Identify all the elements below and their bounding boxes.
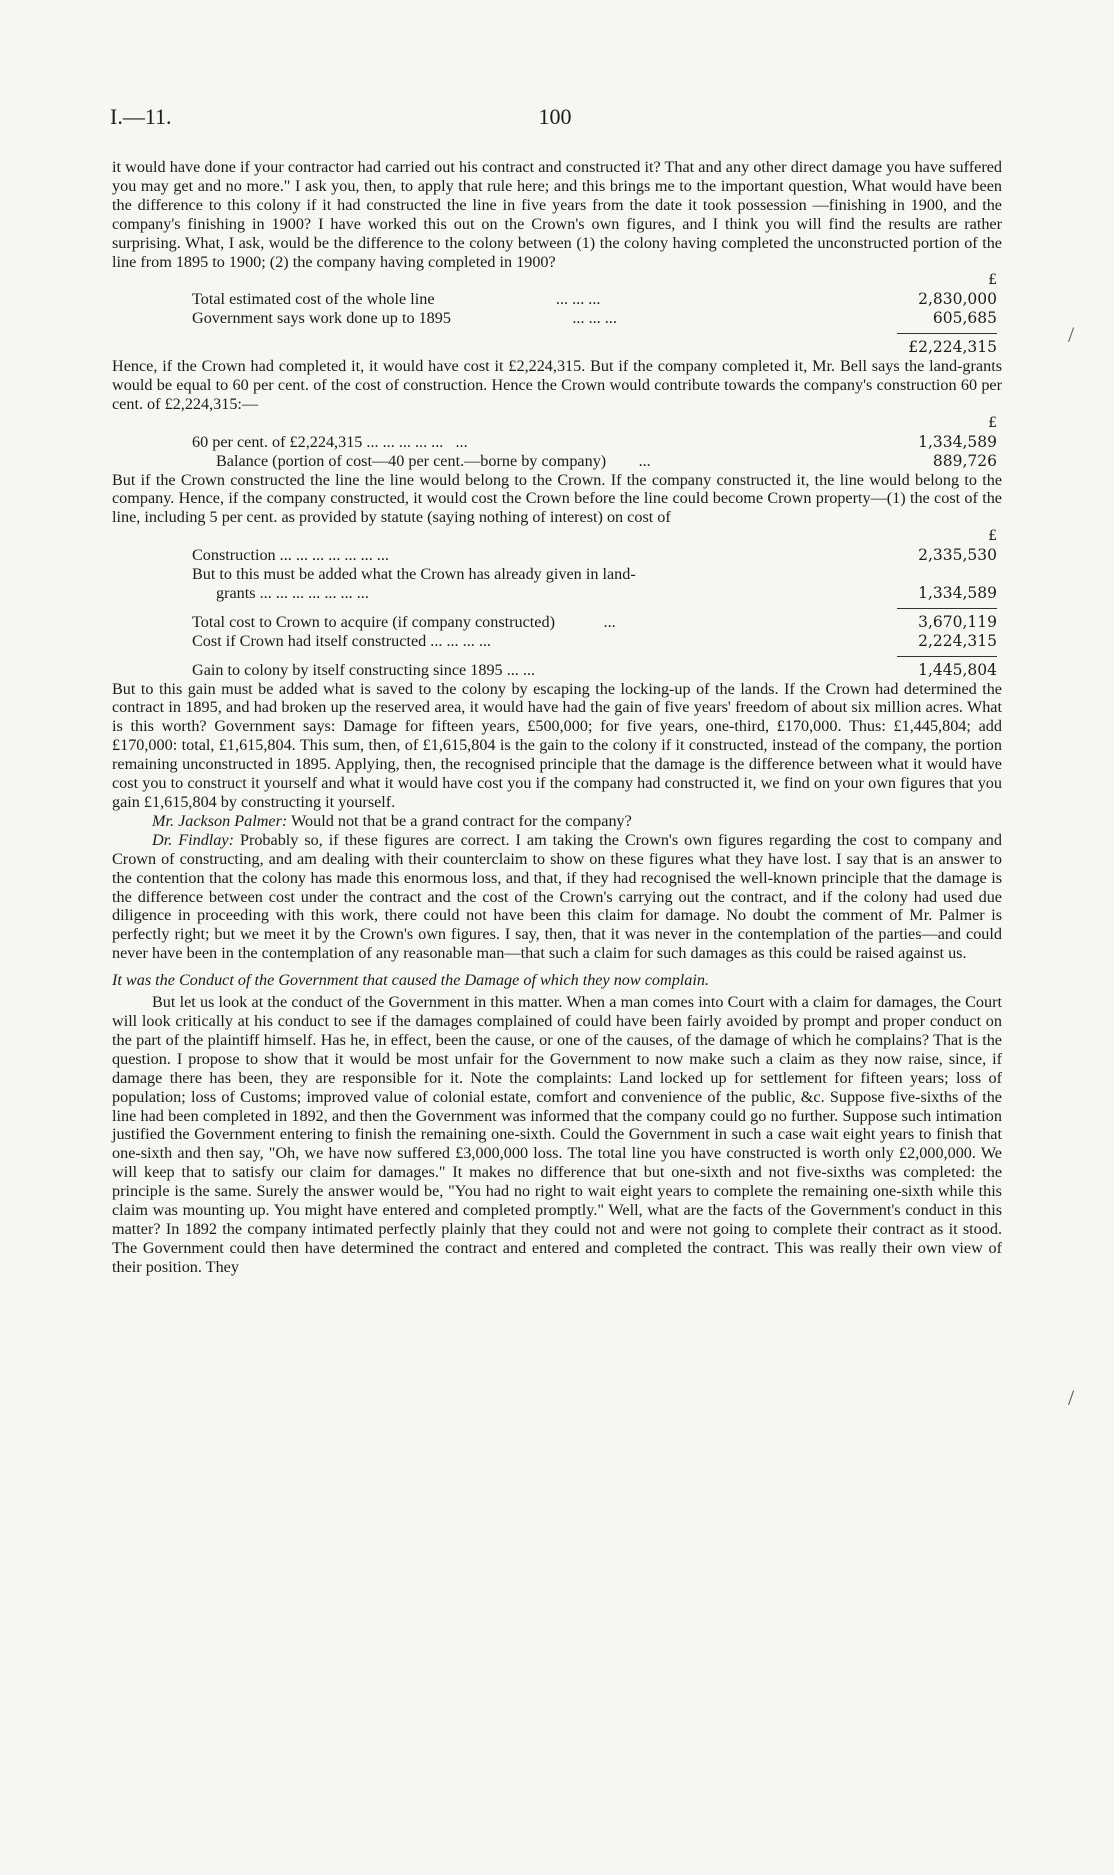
paragraph: Hence, if the Crown had completed it, it would have cost it £2,224,315. But if the company completed it, Mr. Bell says the land-grants would be equal to 60 per cent. of the cost of construction. Hence the Crown would contribute towards the company's construction 60 per cent. of £2,224,315:— [112,357,1002,413]
paragraph: But to this gain must be added what is saved to the colony by escaping the locking-up of the lands. If the Crown had determined the contract in 1895, and had broken up the reserved area, it would have had the gain of five years' freedom of about six million acres. What is this worth? Government says: Damage for fifteen years, £500,000; for five years, one-third, £170,000. Thus: £1,445,804; add £170,000: total, £1,615,804. This sum, then, of £1,615,804 is the gain to the colony if it constructed, instead of the company, the portion remaining unconstructed in 1895. Applying, then, the recognised principle that the damage is the difference between what it would have cost you to construct it yourself and what it would have cost you if the company had constructed it, we find on your own figures that you gain £1,615,804 by constructing it yourself. [112,679,1002,811]
row-amount: 2,224,315 [918,631,997,650]
cost-table-1 [192,271,997,357]
page-number: 100 [538,104,572,129]
currency-unit: £ [988,528,997,545]
sum-rule [897,656,997,657]
table-total: £2,224,315 [908,338,997,357]
paragraph: it would have done if your contractor had carried out his contract and constructed it? That and any other direct damage you have suffered you may get and no more." I ask you, then, to apply that rule here; and this brings me to the important question, What would have been the difference to this colony if it had constructed the line in five years from the date it took possession —finishing in 1900, and the company's finishing in 1900? I have worked this out on the Crown's own figures, and I think you will find the results are rather surprising. What, I ask, would be the difference to the colony between (1) the colony having completed the unconstructed portion of the line from 1895 to 1900; (2) the company having completed in 1900? [112,158,1002,271]
row-label: Total estimated cost of the whole line ... ... ... [192,290,601,309]
table-row [192,613,997,632]
row-amount: 1,445,804 [918,660,997,679]
row-amount: 2,830,000 [918,290,997,309]
table-row [192,661,997,680]
table-row [192,632,997,651]
document-body [112,158,1002,1277]
currency-unit: £ [988,414,997,431]
table-row [192,584,997,603]
table-row [192,433,997,452]
cost-table-3 [192,527,997,679]
table-row [192,546,997,565]
table-row [192,452,997,471]
row-amount: 2,335,530 [918,546,997,565]
table-row [192,565,997,584]
paragraph: But if the Crown constructed the line the line would belong to the Crown. If the company constructed it, the line would belong to the company. Hence, if the company constructed, it would cost the Crown before the line could become Crown property—(1) the cost of the line, including 5 per cent. as provided by statute (saying nothing of interest) on cost of [112,470,1002,527]
table-row [192,290,997,309]
speaker-name: Dr. Findlay: [152,830,234,849]
row-label: 60 per cent. of £2,224,315 ... ... ... ... ... ... [192,432,468,451]
speech-palmer [112,812,1002,831]
table-total-row [192,338,997,357]
speech-text: Would not that be a grand contract for the company? [287,811,632,830]
row-amount: 1,334,589 [918,432,997,451]
row-amount: 3,670,119 [918,612,997,631]
currency-unit: £ [988,272,997,289]
row-label: Construction ... ... ... ... ... ... ... [192,546,389,565]
speech-text: Probably so, if these figures are correct. I am taking the Crown's own figures regarding the cost to company and Crown of constructing, and am dealing with their counterclaim to show on these figures what they have lost. I say that is an answer to the contention that the colony has made this enormous loss, and that, if they had recognised the well-known principle that the damage is the difference between cost under the contract and the cost of the Crown's carrying out the contract, and if the colony had used due diligence in proceeding with this work, there could not have been this claim for damage. No doubt the comment of Mr. Palmer is perfectly right; but we meet it by the Crown's own figures. I say, then, that it was never in the contemplation of the parties—and could never have been in the contemplation of any reasonable man—that such a claim for such damages as this could be raised against us. [112,830,1002,963]
row-label: grants ... ... ... ... ... ... ... [216,583,369,602]
row-amount: 605,685 [932,309,997,328]
speaker-name: Mr. Jackson Palmer: [152,811,288,830]
row-label: Gain to colony by itself constructing since 1895 ... ... [192,660,536,679]
margin-mark: / [1068,322,1075,347]
document-reference: I.—11. [110,104,172,129]
speech-findlay [112,831,1002,963]
row-label: Total cost to Crown to acquire (if company constructed) ... [192,612,616,631]
cost-table-2 [192,414,997,471]
row-amount: 889,726 [932,451,997,470]
table-row [192,309,997,328]
section-heading: It was the Conduct of the Government that caused the Damage of which they now complain. [112,971,710,990]
paragraph: But let us look at the conduct of the Government in this matter. When a man comes into Court with a claim for damages, the Court will look critically at his conduct to see if the damages complained of could have been fairly avoided by prompt and proper conduct on the part of the plaintiff himself. Has he, in effect, been the cause, or one of the causes, of the damage of which he complains? That is the question. I propose to show that it would be most unfair for the Government to now make such a claim as they now raise, since, if damage there has been, they are responsible for it. Note the complaints: Land locked up for settlement for fifteen years; loss of population; loss of Customs; improved value of colonial estate, comfort and convenience of the public, &c. Suppose five-sixths of the line had been completed in 1892, and then the Government was informed that the company could go no further. Suppose such intimation justified the Government entering to finish the remaining one-sixth. Could the Government in such a case wait eight years to finish that one-sixth and then say, "Oh, we have now suffered £3,000,000 loss. The total line you have constructed is worth only £2,000,000. We will keep that to satisfy our claim for damages." It makes no difference that but one-sixth and not five-sixths was completed: the principle is the same. Surely the answer would be, "You had no right to wait eight years to complete the remaining one-sixth while this claim was mounting up. You might have entered and completed promptly." Well, what are the facts of the Government's conduct in this matter? In 1892 the company intimated perfectly plainly that they could not and were not going to complete their contract as it stood. The Government could then have determined the contract and entered and completed the contract. This was really their own view of their position. They [112,993,1002,1276]
row-amount: 1,334,589 [918,583,997,602]
margin-mark: / [1068,1385,1075,1410]
row-label: But to this must be added what the Crown has already given in land- [192,565,636,584]
sum-rule [897,608,997,609]
sum-rule [897,333,997,334]
row-label: Balance (portion of cost—40 per cent.—borne by company) ... [216,451,651,470]
row-label: Cost if Crown had itself constructed ... ... ... ... [192,631,491,650]
page-header [110,104,1000,138]
row-label: Government says work done up to 1895 ... ... ... [192,309,617,328]
